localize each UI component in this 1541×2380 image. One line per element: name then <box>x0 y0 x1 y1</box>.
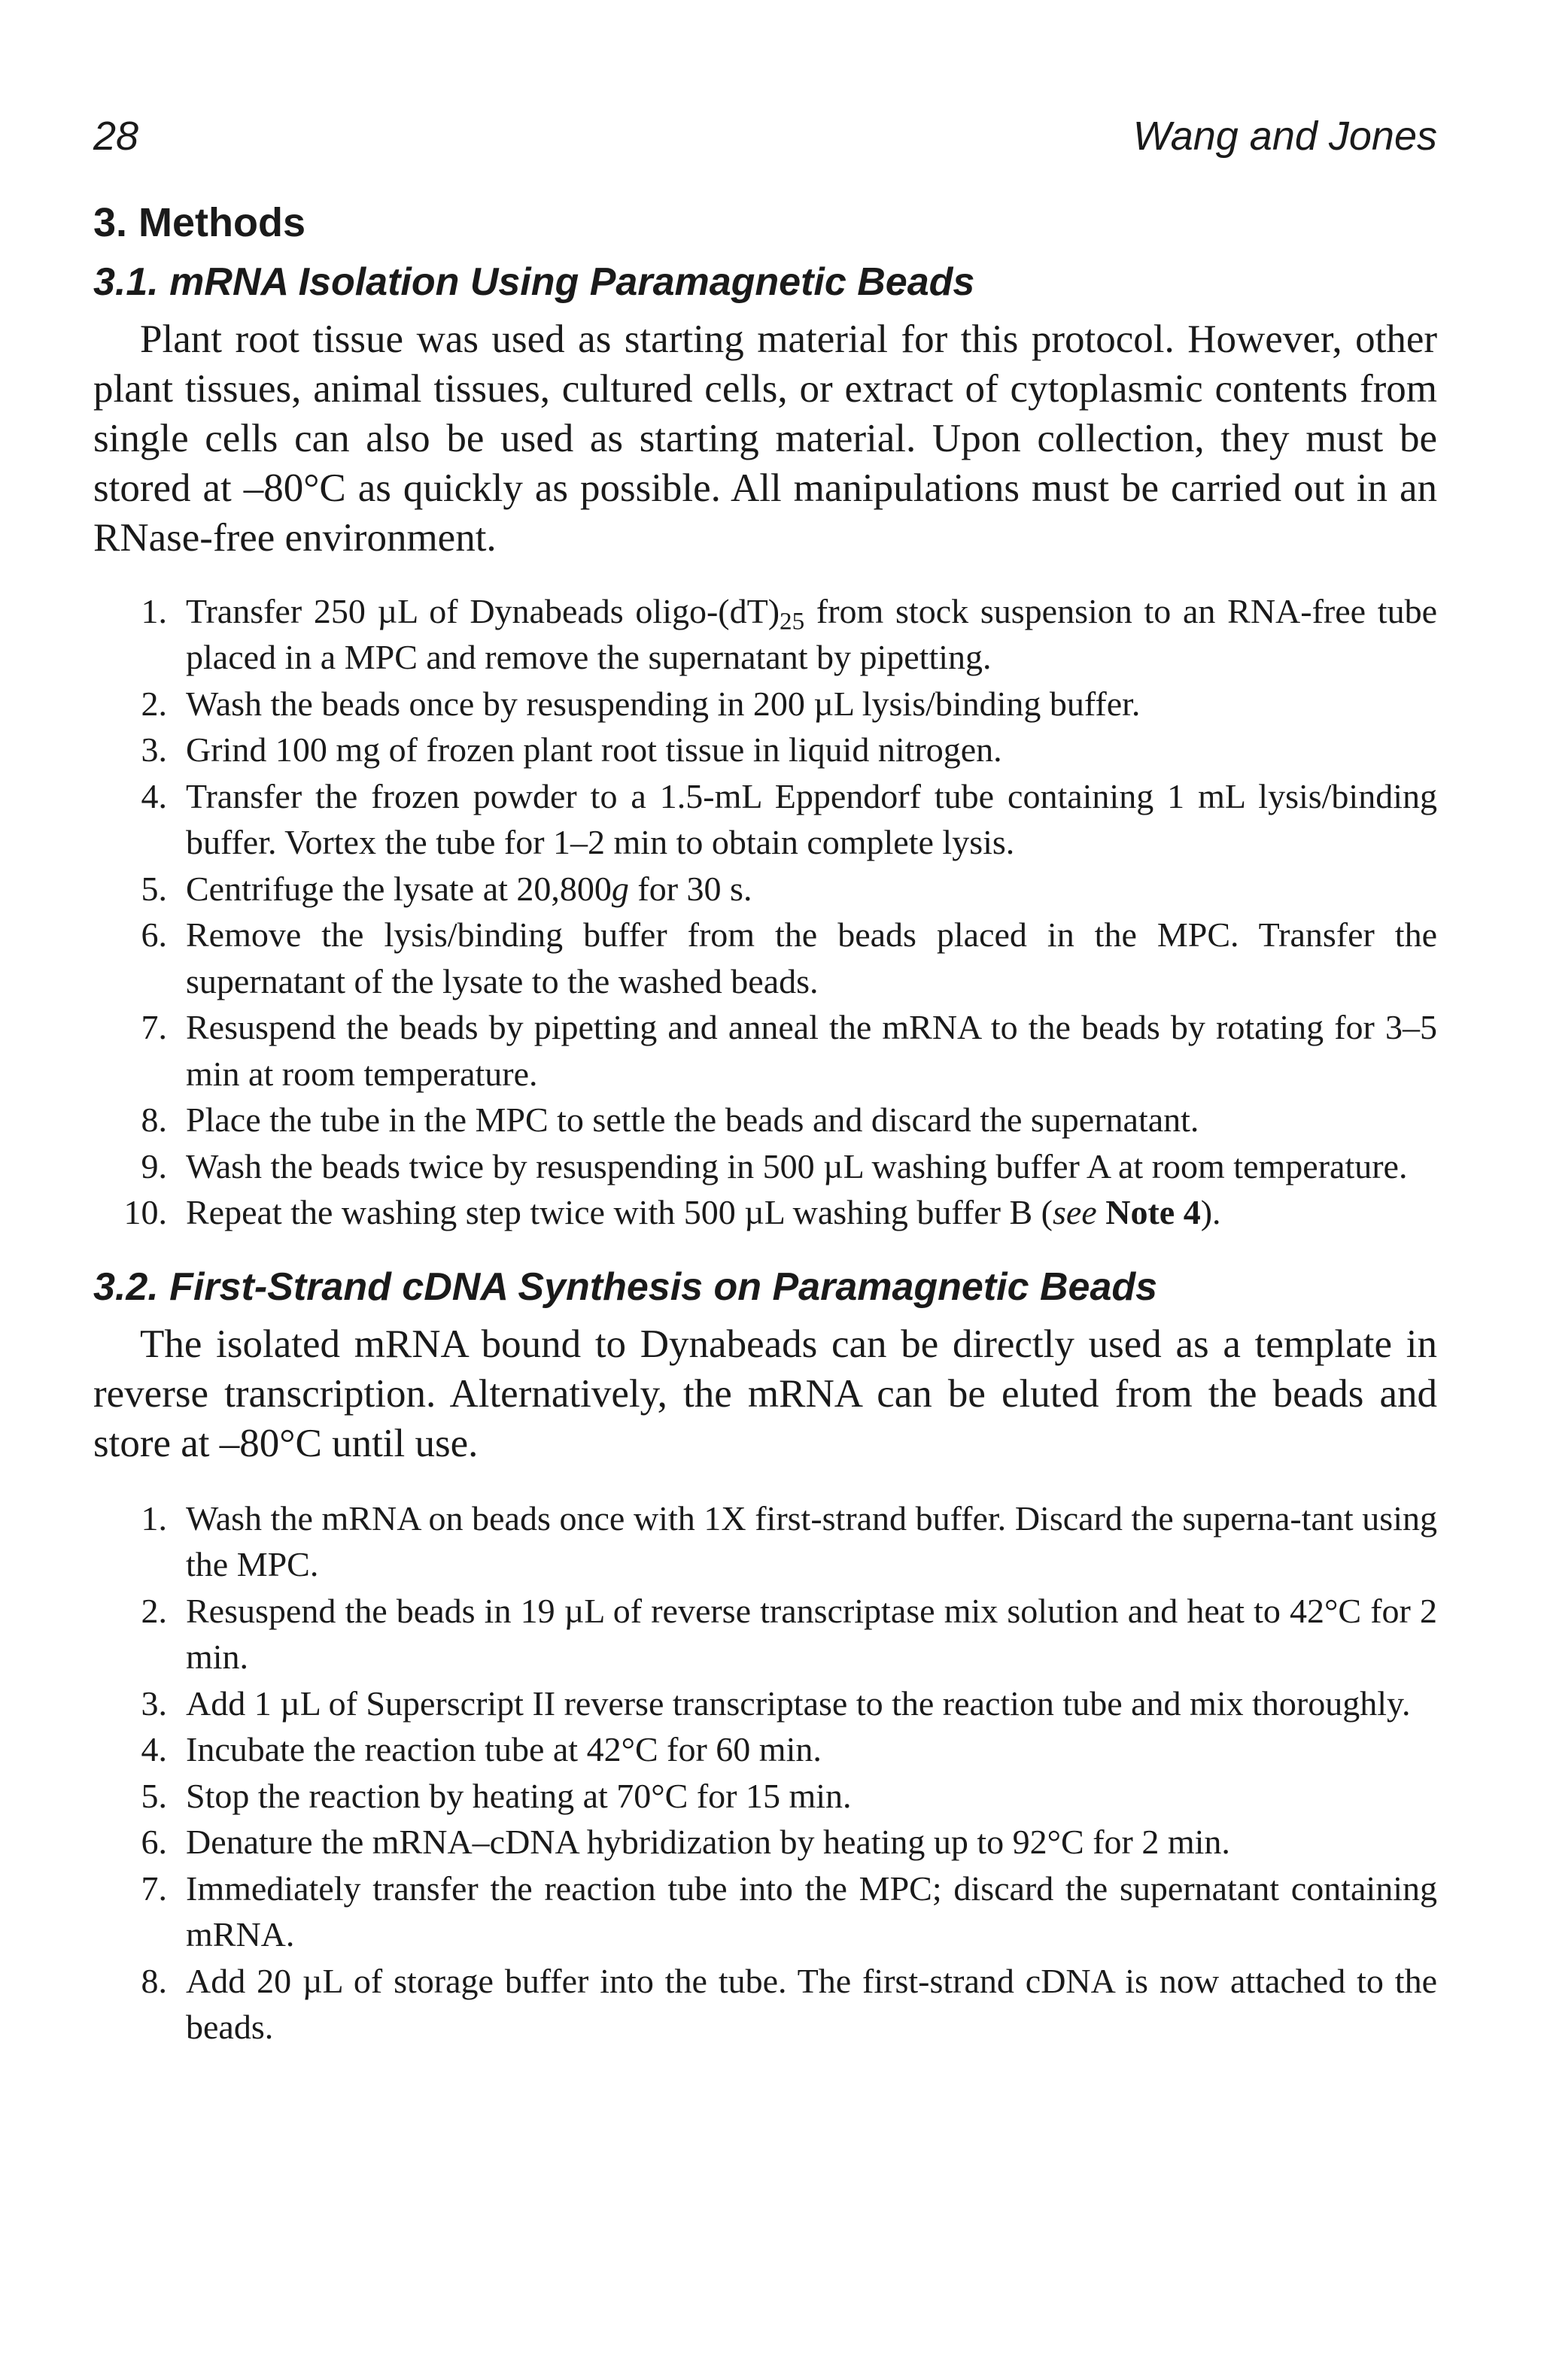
list-item <box>93 1726 1437 1773</box>
step-text: Grind 100 mg of frozen plant root tissue in liquid nitrogen. <box>186 730 1002 770</box>
step-number: 1. <box>141 591 167 630</box>
step-text: Wash the mRNA on beads once with 1X first-strand buffer. Discard the superna-tant using the MPC. <box>186 1498 1437 1584</box>
step-number: 2. <box>141 1591 167 1630</box>
section-heading: 3. Methods <box>93 200 306 245</box>
step-text: Wash the beads twice by resuspending in 500 µL washing buffer A at room temperature. <box>186 1146 1408 1185</box>
step-text: Immediately transfer the reaction tube into the MPC; discard the supernatant containing mRNA. <box>186 1868 1437 1954</box>
step-text: Place the tube in the MPC to settle the beads and discard the supernatant. <box>186 1100 1199 1140</box>
step-text: Add 1 µL of Superscript II reverse transcriptase to the reaction tube and mix thoroughly. <box>186 1683 1411 1723</box>
step-number: 10. <box>123 1193 167 1232</box>
list-item <box>93 1495 1437 1588</box>
step-number: 2. <box>141 684 167 723</box>
intro-paragraph-mrna-isolation: Plant root tissue was used as starting material for this protocol. However, other plant tissues, animal tissues, cultured cells, or extract of cytoplasmic contents from single cells can also be used as starting material. Upon collection, they must be stored at –80°C as quickly as possible. All manipulations must be carried out in an RNase-free environment. <box>93 317 1437 560</box>
list-item <box>93 1958 1437 2051</box>
steps-list-cdna-synthesis <box>93 1495 1437 2051</box>
list-item <box>93 912 1437 1004</box>
running-head-authors: Wang and Jones <box>1132 114 1437 159</box>
step-text: Resuspend the beads by pipetting and anneal the mRNA to the beads by rotating for 3–5 min at room temperature. <box>186 1008 1437 1093</box>
list-item <box>93 1143 1437 1190</box>
step-text: Resuspend the beads in 19 µL of reverse transcriptase mix solution and heat to 42°C for 2 min. <box>186 1591 1437 1677</box>
steps-list-mrna-isolation <box>93 588 1437 1236</box>
step-number: 8. <box>141 1961 167 2000</box>
document-page <box>93 113 1437 2051</box>
list-item <box>93 727 1437 773</box>
step-number: 3. <box>141 730 167 770</box>
list-item <box>93 1588 1437 1680</box>
step-number: 6. <box>141 1823 167 1862</box>
list-item <box>93 1189 1437 1236</box>
list-item <box>93 1680 1437 1727</box>
step-number: 6. <box>141 915 167 955</box>
page-number: 28 <box>93 114 139 159</box>
step-number: 3. <box>141 1683 167 1723</box>
step-number: 5. <box>141 869 167 908</box>
step-number: 7. <box>141 1868 167 1908</box>
list-item <box>93 681 1437 727</box>
step-number: 8. <box>141 1100 167 1140</box>
step-text: Repeat the washing step twice with 500 µL washing buffer B (see Note 4). <box>186 1193 1221 1232</box>
step-text: Remove the lysis/binding buffer from the beads placed in the MPC. Transfer the supernatant of the lysate to the washed beads. <box>186 915 1437 1000</box>
note-reference-link: Note 4 <box>1105 1193 1201 1232</box>
step-text: Transfer the frozen powder to a 1.5-mL Eppendorf tube containing 1 mL lysis/binding buffer. Vortex the tube for 1–2 min to obtain complete lysis. <box>186 776 1437 862</box>
step-text: Transfer 250 µL of Dynabeads oligo-$(dT)_{25}$ from stock suspension to an RNA-free tube placed in a MPC and remove the supernatant by pipetting. <box>186 591 1437 677</box>
step-text: Incubate the reaction tube at 42°C for 60 min. <box>186 1730 822 1769</box>
list-item <box>93 1865 1437 1958</box>
step-text: Add 20 µL of storage buffer into the tube. The first-strand cDNA is now attached to the beads. <box>186 1961 1437 2047</box>
running-head <box>93 113 1437 165</box>
list-item <box>93 1097 1437 1143</box>
subsection-heading-cdna-synthesis: 3.2. First-Strand cDNA Synthesis on Paramagnetic Beads <box>93 1264 1158 1309</box>
step-number: 4. <box>141 776 167 815</box>
step-text: Stop the reaction by heating at 70°C for 15 min. <box>186 1776 852 1815</box>
step-text: Centrifuge the lysate at 20,800g for 30 s. <box>186 869 752 908</box>
list-item <box>93 1819 1437 1865</box>
step-number: 1. <box>141 1498 167 1538</box>
list-item <box>93 1004 1437 1097</box>
intro-paragraph-cdna-synthesis: The isolated mRNA bound to Dynabeads can be directly used as a template in reverse transcription. Alternatively, the mRNA can be eluted from the beads and store at –80°C until use. <box>93 1322 1437 1465</box>
subsection-heading-mrna-isolation: 3.1. mRNA Isolation Using Paramagnetic Beads <box>93 260 975 304</box>
list-item <box>93 773 1437 866</box>
list-item <box>93 588 1437 681</box>
list-item <box>93 866 1437 912</box>
step-number: 4. <box>141 1730 167 1769</box>
list-item <box>93 1773 1437 1820</box>
step-text: Wash the beads once by resuspending in 200 µL lysis/binding buffer. <box>186 684 1141 723</box>
step-number: 5. <box>141 1776 167 1815</box>
step-number: 7. <box>141 1008 167 1047</box>
step-number: 9. <box>141 1146 167 1185</box>
step-text: Denature the mRNA–cDNA hybridization by heating up to 92°C for 2 min. <box>186 1823 1230 1862</box>
